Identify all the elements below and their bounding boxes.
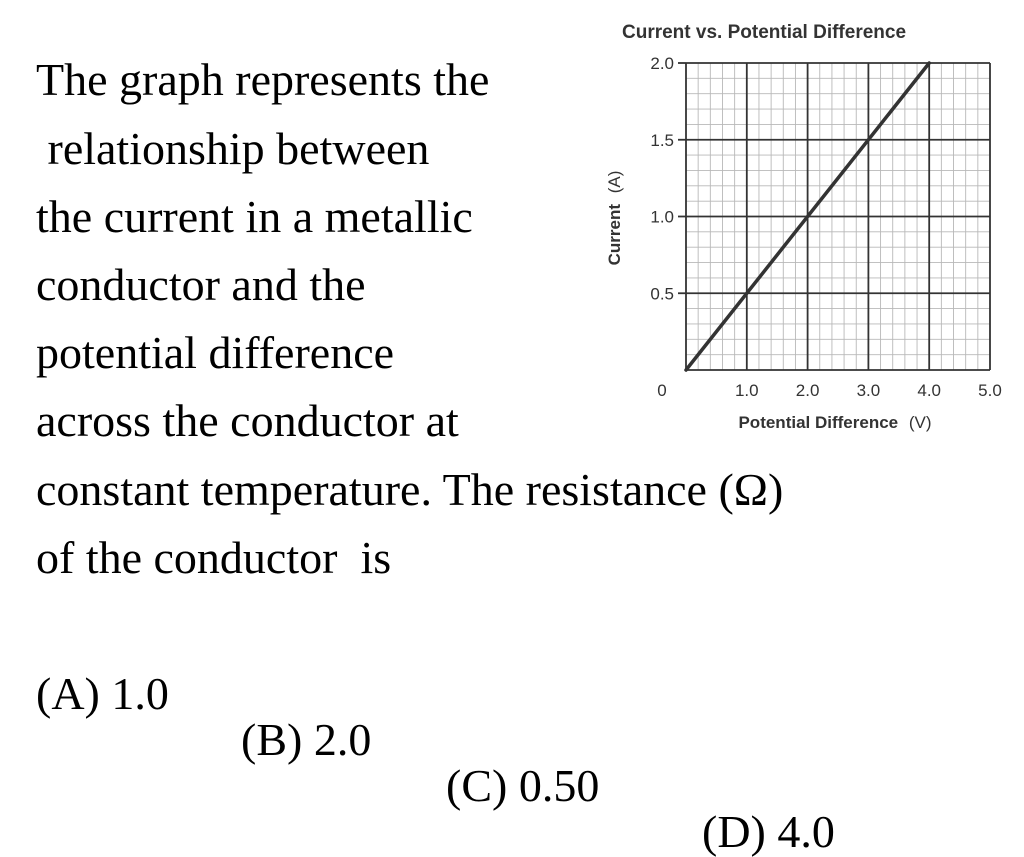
x-tick-label: 5.0 bbox=[978, 381, 1002, 400]
y-tick-label: 2.0 bbox=[650, 54, 674, 73]
choice-b[interactable]: (B) 2.0 bbox=[241, 714, 372, 765]
y-tick-label: 1.5 bbox=[650, 130, 674, 150]
question-line: potential difference bbox=[36, 327, 395, 378]
y-axis-label bbox=[605, 171, 624, 266]
x-tick-label: 4.0 bbox=[917, 381, 942, 400]
answer-choices bbox=[36, 625, 835, 857]
choice-a[interactable]: (A) 1.0 bbox=[36, 668, 169, 719]
x-tick-label: 2.0 bbox=[795, 381, 820, 400]
x-axis-label bbox=[738, 413, 931, 432]
x-tick-label: 3.0 bbox=[856, 381, 881, 400]
question-line: of the conductor is bbox=[36, 532, 392, 583]
question-line: relationship between bbox=[36, 123, 430, 174]
choice-d[interactable]: (D) 4.0 bbox=[702, 806, 835, 857]
x-tick-labels bbox=[735, 381, 1002, 400]
current-vs-potential-chart bbox=[590, 10, 1010, 440]
question-line: conductor and the bbox=[36, 259, 366, 310]
origin-label: 0 bbox=[657, 381, 667, 400]
question-line: The graph represents the bbox=[36, 54, 490, 105]
y-tick-label: 0.5 bbox=[650, 284, 674, 304]
question-line: across the conductor at bbox=[36, 395, 459, 446]
chart-title: Current vs. Potential Difference bbox=[622, 22, 907, 43]
y-axis-label-unit: (A) bbox=[605, 170, 624, 194]
y-tick-labels bbox=[650, 54, 686, 303]
choice-c[interactable]: (C) 0.50 bbox=[446, 760, 600, 811]
x-axis-label-unit: (V) bbox=[908, 413, 932, 432]
question-line: constant temperature. The resistance (Ω) bbox=[36, 464, 784, 515]
question-line: the current in a metallic bbox=[36, 191, 473, 242]
x-axis-label-name: Potential Difference bbox=[738, 413, 899, 432]
y-axis-label-name: Current bbox=[605, 204, 624, 266]
x-tick-label: 1.0 bbox=[734, 381, 759, 400]
y-tick-label: 1.0 bbox=[650, 207, 674, 227]
